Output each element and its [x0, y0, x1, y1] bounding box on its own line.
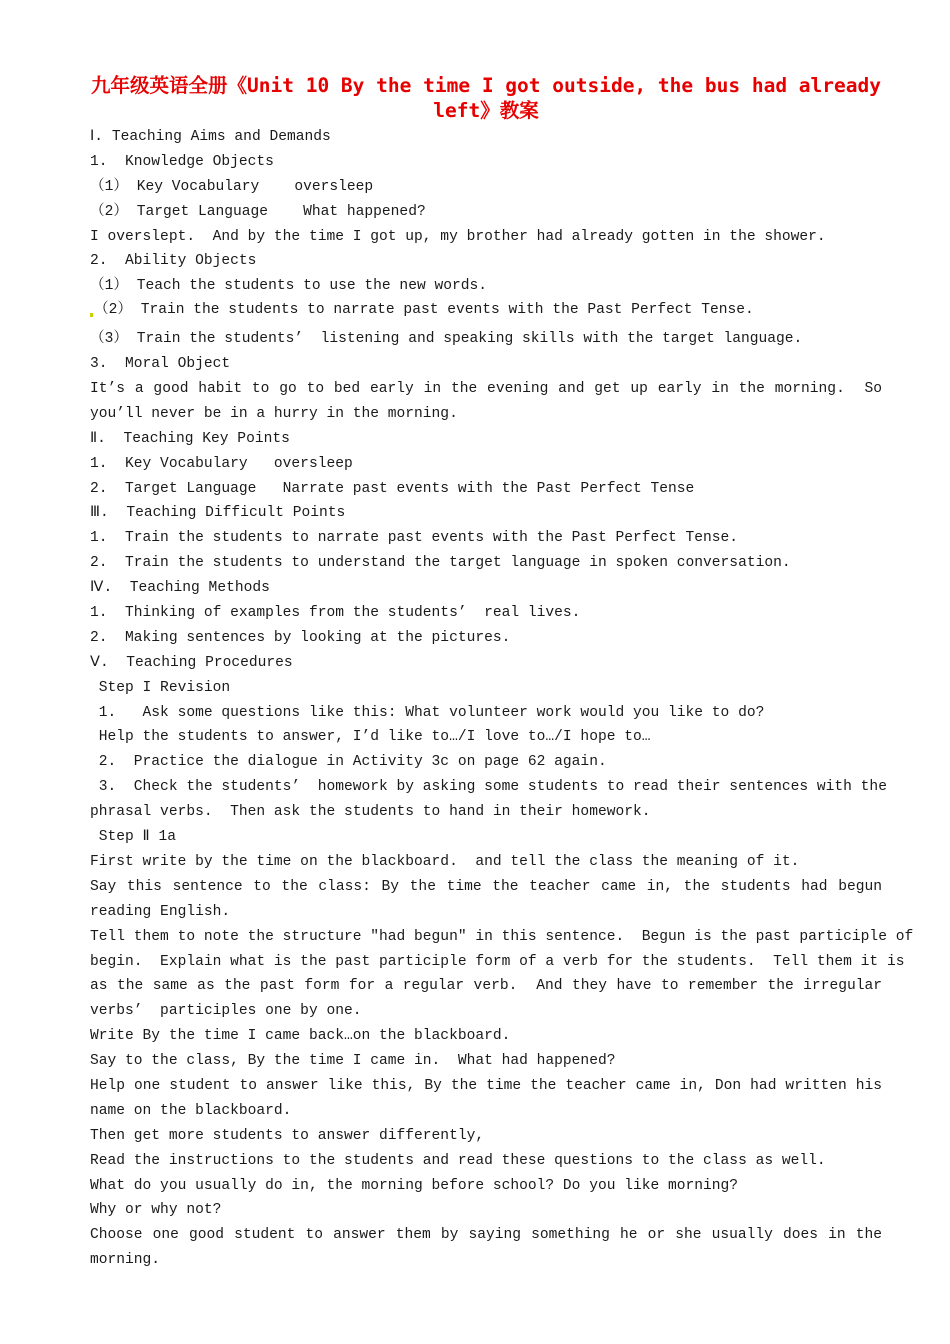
list-item: 1. Train the students to narrate past events with the Past Perfect Tense. — [90, 530, 739, 547]
list-item: 1. Ask some questions like this: What volunteer work would you like to do? — [90, 704, 765, 721]
list-item: 1. Key Vocabulary oversleep — [90, 455, 353, 472]
list-item-text: （2） Train the students to narrate past events with the Past Perfect Tense. — [94, 302, 754, 319]
subsection-heading: 1. Knowledge Objects — [90, 153, 274, 170]
paragraph-line: Why or why not? — [90, 1202, 222, 1219]
paragraph-line: phrasal verbs. Then ask the students to hand in their homework. — [90, 804, 651, 821]
document-title — [90, 73, 882, 123]
paragraph-line: as the same as the past form for a regular verb. And they have to remember the irregular — [90, 978, 882, 995]
paragraph-line: What do you usually do in, the morning before school? Do you like morning? — [90, 1177, 739, 1194]
title-line-1: 九年级英语全册《Unit 10 By the time I got outside, the bus had already — [91, 74, 881, 97]
list-item: 2. Train the students to understand the target language in spoken conversation. — [90, 555, 791, 572]
paragraph-line: Say this sentence to the class: By the time the teacher came in, the students had begun — [90, 878, 882, 895]
subsection-heading: 3. Moral Object — [90, 356, 231, 373]
paragraph-line: Say to the class, By the time I came in. What had happened? — [90, 1053, 616, 1070]
subsection-heading: 2. Ability Objects — [90, 253, 257, 270]
paragraph-line: verbs’ participles one by one. — [90, 1003, 362, 1020]
step-heading: Step Ⅱ 1a — [90, 829, 177, 846]
paragraph-line: Choose one good student to answer them by saying something he or she usually does in the — [90, 1227, 882, 1244]
paragraph-line: morning. — [90, 1252, 161, 1269]
paragraph-line: begin. Explain what is the past participle form of a verb for the students. Tell them it is — [90, 953, 905, 970]
paragraph-line: Help one student to answer like this, By the time the teacher came in, Don had written his — [90, 1077, 882, 1094]
list-item: （1） Teach the students to use the new words. — [90, 278, 488, 295]
section-heading: Ⅴ. Teaching Procedures — [90, 654, 293, 671]
list-item: （3） Train the students’ listening and speaking skills with the target language. — [90, 331, 803, 348]
document-body — [90, 125, 914, 1273]
paragraph-line: First write by the time on the blackboard. and tell the class the meaning of it. — [90, 853, 800, 870]
list-item: 2. Making sentences by looking at the pictures. — [90, 629, 511, 646]
section-heading: Ⅰ. Teaching Aims and Demands — [90, 129, 331, 145]
section-heading: Ⅳ. Teaching Methods — [90, 580, 270, 597]
paragraph-line: Then get more students to answer differently, — [90, 1127, 485, 1144]
paragraph-line: I overslept. And by the time I got up, my brother had already gotten in the shower. — [90, 228, 826, 245]
list-item: 1. Thinking of examples from the students’ real lives. — [90, 605, 581, 622]
margin-mark — [90, 313, 93, 317]
section-heading: Ⅱ. Teaching Key Points — [90, 430, 290, 447]
step-heading: Step I Revision — [90, 679, 231, 696]
paragraph-line: Write By the time I came back…on the blackboard. — [90, 1028, 511, 1045]
list-item: 2. Practice the dialogue in Activity 3c on page 62 again. — [90, 754, 607, 771]
paragraph-line: Help the students to answer, I’d like to…/I love to…/I hope to… — [90, 729, 651, 746]
paragraph-line: Tell them to note the structure "had begun" in this sentence. Begun is the past participle of — [90, 928, 914, 945]
section-heading: Ⅲ. Teaching Difficult Points — [90, 505, 346, 522]
list-item: （1） Key Vocabulary oversleep — [90, 178, 374, 195]
list-item — [90, 299, 882, 327]
paragraph-line: you’ll never be in a hurry in the morning. — [90, 405, 458, 422]
list-item: （2） Target Language What happened? — [90, 203, 426, 220]
paragraph-line: Read the instructions to the students and read these questions to the class as well. — [90, 1152, 826, 1169]
paragraph-line: It’s a good habit to go to bed early in the evening and get up early in the morning. So — [90, 381, 882, 398]
paragraph-line: name on the blackboard. — [90, 1102, 292, 1119]
title-line-2: left》教案 — [433, 99, 539, 122]
list-item: 3. Check the students’ homework by asking some students to read their sentences with the — [90, 779, 887, 796]
list-item: 2. Target Language Narrate past events with the Past Perfect Tense — [90, 480, 695, 497]
paragraph-line: reading English. — [90, 903, 231, 920]
